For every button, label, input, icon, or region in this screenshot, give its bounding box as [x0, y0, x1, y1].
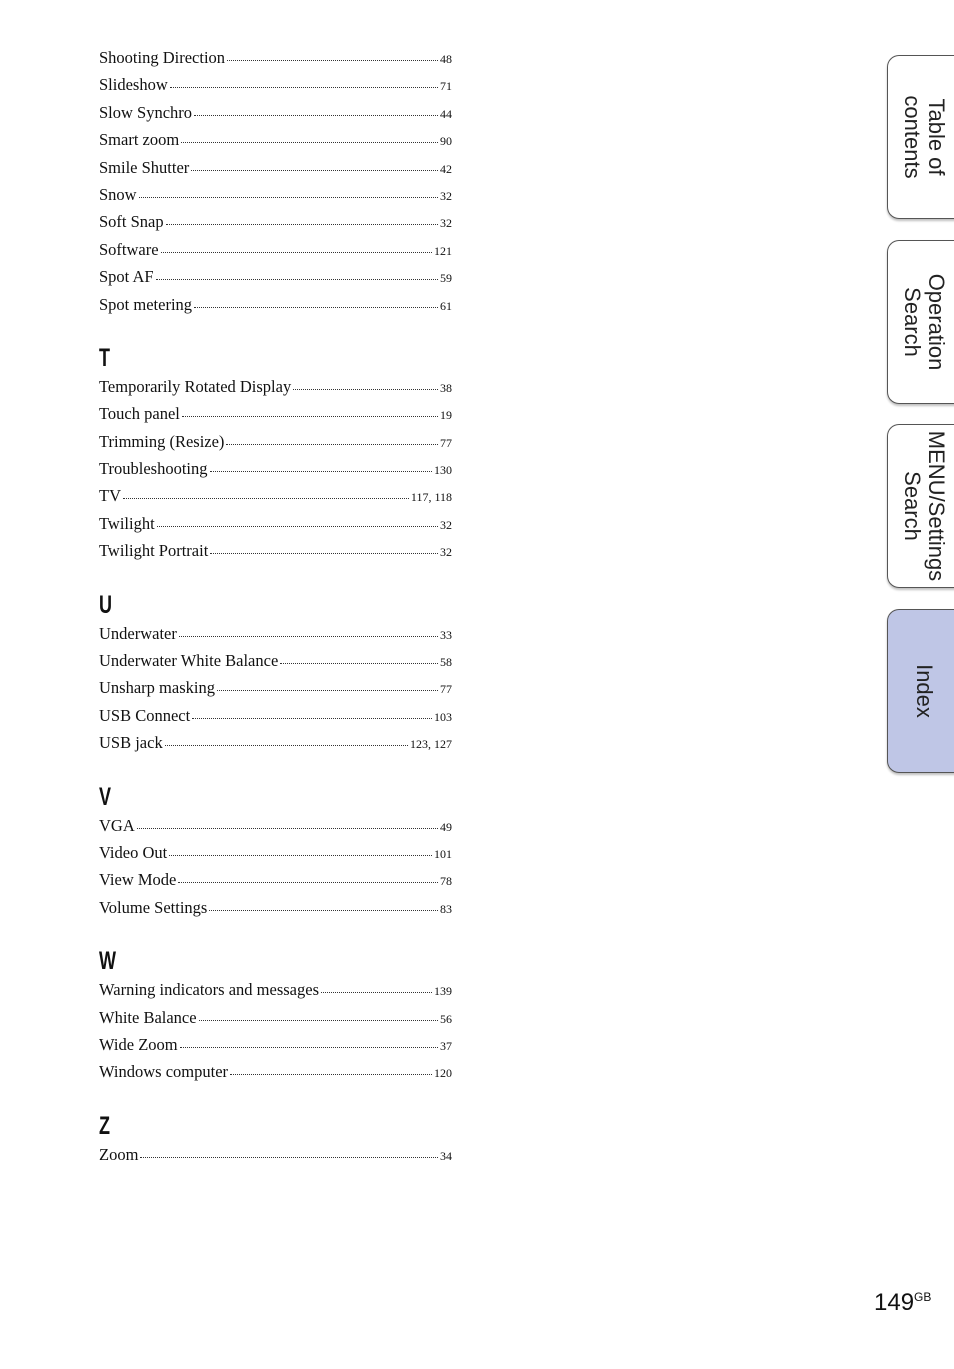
- dot-leader: [321, 992, 432, 993]
- dot-leader: [210, 471, 433, 472]
- tab-label: Table of contents: [899, 95, 949, 179]
- index-term: Troubleshooting: [99, 459, 208, 479]
- index-term: USB Connect: [99, 705, 191, 725]
- dot-leader: [217, 690, 438, 691]
- index-entry[interactable]: [99, 706, 452, 733]
- index-term: Spot metering: [99, 294, 193, 314]
- index-entry[interactable]: [99, 1062, 452, 1089]
- index-section: [99, 48, 452, 322]
- page-number: [874, 1289, 931, 1317]
- index-entry[interactable]: [99, 404, 452, 431]
- index-term: TV: [99, 486, 121, 506]
- page-reference-link[interactable]: 123, 127: [410, 737, 452, 752]
- tab-label: Operation Search: [899, 273, 949, 371]
- dot-leader: [210, 553, 438, 554]
- page-reference-link[interactable]: 19: [440, 408, 452, 423]
- dot-leader: [181, 142, 438, 143]
- index-section: [99, 1111, 452, 1172]
- index-entry[interactable]: [99, 267, 452, 294]
- dot-leader: [161, 252, 432, 253]
- index-term: Video Out: [99, 842, 168, 862]
- page-reference-link[interactable]: 120: [434, 1066, 452, 1081]
- tab-table-of-contents[interactable]: [887, 55, 954, 219]
- dot-leader: [293, 389, 438, 390]
- index-entry[interactable]: [99, 1008, 452, 1035]
- page-reference-link[interactable]: 90: [440, 134, 452, 149]
- section-letter: Z: [99, 1111, 111, 1140]
- section-letter: W: [99, 947, 116, 976]
- page-reference-link[interactable]: 77: [440, 682, 452, 697]
- index-entry[interactable]: [99, 240, 452, 267]
- page-reference-link[interactable]: 83: [440, 901, 452, 916]
- page-reference-link[interactable]: 32: [440, 188, 452, 203]
- index-entry[interactable]: [99, 651, 452, 678]
- page-reference-link[interactable]: 32: [440, 517, 452, 532]
- page-reference-link[interactable]: 49: [440, 819, 452, 834]
- page-reference-link[interactable]: 101: [434, 846, 452, 861]
- index-entry[interactable]: [99, 514, 452, 541]
- index-entry[interactable]: [99, 624, 452, 651]
- index-entry[interactable]: [99, 103, 452, 130]
- dot-leader: [169, 855, 432, 856]
- index-entry[interactable]: [99, 678, 452, 705]
- dot-leader: [165, 745, 408, 746]
- index-section: [99, 946, 452, 1090]
- index-term: Spot AF: [99, 267, 154, 287]
- dot-leader: [194, 115, 438, 116]
- page-reference-link[interactable]: 44: [440, 106, 452, 121]
- index-term: Unsharp masking: [99, 678, 215, 698]
- index-entry[interactable]: [99, 898, 452, 925]
- index-term: Snow: [99, 184, 137, 204]
- tab-index[interactable]: [887, 609, 954, 773]
- index-entry[interactable]: [99, 870, 452, 897]
- page-reference-link[interactable]: 33: [440, 627, 452, 642]
- index-entry[interactable]: [99, 1035, 452, 1062]
- page-reference-link[interactable]: 130: [434, 463, 452, 478]
- dot-leader: [192, 718, 432, 719]
- page-reference-link[interactable]: 139: [434, 984, 452, 999]
- dot-leader: [178, 882, 438, 883]
- section-letter: V: [99, 782, 112, 811]
- dot-leader: [156, 279, 438, 280]
- section-letter: T: [99, 343, 111, 372]
- index-entry[interactable]: [99, 843, 452, 870]
- dot-leader: [137, 828, 438, 829]
- index-term: Touch panel: [99, 404, 180, 424]
- index-term: USB jack: [99, 733, 163, 753]
- page-reference-link[interactable]: 32: [440, 545, 452, 560]
- page-reference-link[interactable]: 71: [440, 79, 452, 94]
- page-reference-link[interactable]: 37: [440, 1038, 452, 1053]
- page-reference-link[interactable]: 117, 118: [410, 490, 452, 505]
- page-reference-link[interactable]: 59: [440, 271, 452, 286]
- section-letter: U: [99, 590, 113, 619]
- dot-leader: [209, 910, 438, 911]
- index-term: Zoom: [99, 1144, 139, 1164]
- dot-leader: [166, 224, 438, 225]
- index-entry[interactable]: [99, 459, 452, 486]
- index-term: Warning indicators and messages: [99, 980, 319, 1000]
- index-entry[interactable]: [99, 1145, 452, 1172]
- index-entry[interactable]: [99, 377, 452, 404]
- dot-leader: [179, 636, 438, 637]
- index-term: Twilight Portrait: [99, 541, 209, 561]
- index-entry[interactable]: [99, 816, 452, 843]
- index-term: Twilight: [99, 513, 155, 533]
- index-list: [99, 48, 452, 1172]
- index-entry[interactable]: [99, 75, 452, 102]
- index-term: Slideshow: [99, 75, 168, 95]
- page-reference-link[interactable]: 103: [434, 709, 452, 724]
- page-reference-link[interactable]: 48: [440, 52, 452, 66]
- index-term: Slow Synchro: [99, 102, 193, 122]
- index-term: Shooting Direction: [99, 48, 226, 67]
- index-term: Smile Shutter: [99, 157, 190, 177]
- dot-leader: [140, 1157, 438, 1158]
- dot-leader: [157, 526, 438, 527]
- page-number-suffix: GB: [914, 1290, 932, 1304]
- page-reference-link[interactable]: 34: [440, 1148, 452, 1163]
- index-term: Wide Zoom: [99, 1034, 178, 1054]
- page-reference-link[interactable]: 121: [434, 243, 452, 258]
- page-reference-link[interactable]: 61: [440, 298, 452, 313]
- index-entry[interactable]: [99, 733, 452, 760]
- index-term: Volume Settings: [99, 897, 208, 917]
- index-term: Windows computer: [99, 1062, 229, 1082]
- dot-leader: [123, 498, 409, 499]
- page-reference-link[interactable]: 38: [440, 380, 452, 395]
- page-reference-link[interactable]: 78: [440, 874, 452, 889]
- index-entry[interactable]: [99, 212, 452, 239]
- dot-leader: [139, 197, 438, 198]
- page-reference-link[interactable]: 77: [440, 435, 452, 450]
- index-term: Underwater: [99, 623, 177, 643]
- index-term: Underwater White Balance: [99, 651, 279, 671]
- dot-leader: [182, 416, 438, 417]
- dot-leader: [280, 663, 438, 664]
- tab-label: Index: [911, 664, 937, 718]
- index-entry[interactable]: [99, 486, 452, 513]
- index-section: [99, 782, 452, 926]
- index-entry[interactable]: [99, 980, 452, 1007]
- index-entry[interactable]: [99, 185, 452, 212]
- page-number-value: 149: [874, 1289, 915, 1316]
- index-term: Soft Snap: [99, 212, 164, 232]
- index-term: VGA: [99, 815, 135, 835]
- page-reference-link[interactable]: 42: [440, 161, 452, 176]
- index-entry[interactable]: [99, 432, 452, 459]
- index-term: Smart zoom: [99, 130, 180, 150]
- index-term: Software: [99, 239, 159, 259]
- index-section: [99, 590, 452, 761]
- dot-leader: [180, 1047, 438, 1048]
- page-reference-link[interactable]: 56: [440, 1011, 452, 1026]
- index-term: View Mode: [99, 870, 177, 890]
- tab-menu-settings-search[interactable]: [887, 424, 954, 588]
- dot-leader: [191, 170, 438, 171]
- index-entry[interactable]: [99, 158, 452, 185]
- dot-leader: [230, 1074, 432, 1075]
- tab-label: MENU/Settings Search: [899, 430, 949, 582]
- page-reference-link[interactable]: 32: [440, 216, 452, 231]
- index-entry[interactable]: [99, 48, 452, 75]
- dot-leader: [226, 444, 438, 445]
- index-section: [99, 343, 452, 569]
- tab-operation-search[interactable]: [887, 240, 954, 404]
- page-reference-link[interactable]: 58: [440, 655, 452, 670]
- index-entry[interactable]: [99, 130, 452, 157]
- index-entry[interactable]: [99, 541, 452, 568]
- dot-leader: [170, 87, 438, 88]
- index-term: White Balance: [99, 1007, 197, 1027]
- index-entry[interactable]: [99, 295, 452, 322]
- dot-leader: [227, 60, 438, 61]
- dot-leader: [199, 1020, 438, 1021]
- index-term: Trimming (Resize): [99, 431, 225, 451]
- index-term: Temporarily Rotated Display: [99, 376, 292, 396]
- dot-leader: [194, 307, 438, 308]
